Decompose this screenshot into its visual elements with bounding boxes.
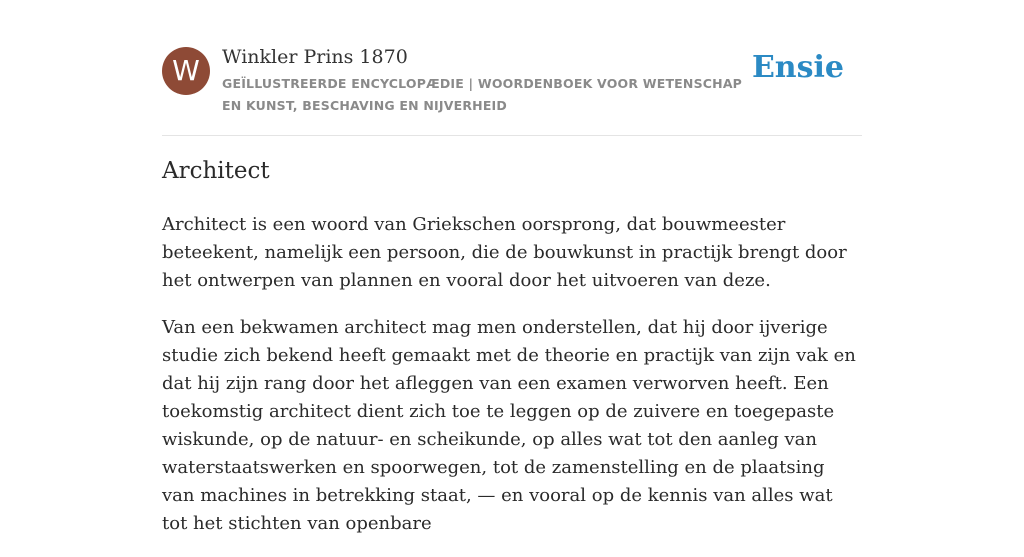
ensie-logo[interactable]: Ensie [751, 50, 844, 85]
source-title[interactable]: Winkler Prins 1870 [222, 46, 408, 68]
article-paragraph: Architect is een woord van Griekschen oorsprong, dat bouwmeester beteekent, namelijk een persoon, die de bouwkunst in practijk brengt door het ontwerpen van plannen en vooral door het uitvoeren van deze. [162, 214, 847, 291]
article-body [162, 211, 862, 557]
source-subtitle: GEÏLLUSTREERDE ENCYCLOPÆDIE | WOORDENBOEK VOOR WETENSCHAP EN KUNST, BESCHAVING EN NIJVERHEID [222, 76, 743, 113]
article-paragraph: Van een bekwamen architect mag men onderstellen, dat hij door ijverige studie zich bekend heeft gemaakt met de theorie en practijk van zijn vak en dat hij zijn rang door het afleggen van een examen verworven heeft. Een toekomstig architect dient zich toe te leggen op de zuivere en toegepaste wiskunde, op de natuur- en scheikunde, op alles wat tot den aanleg van waterstaatswerken en spoorwegen, tot de zamenstelling en de plaatsing van machines in betrekking staat, — en vooral op de kennis van alles wat tot het stichten van openbare [162, 317, 856, 534]
header [162, 0, 862, 136]
avatar[interactable]: W [162, 47, 210, 95]
article-title: Architect [162, 158, 270, 184]
page [162, 0, 862, 534]
